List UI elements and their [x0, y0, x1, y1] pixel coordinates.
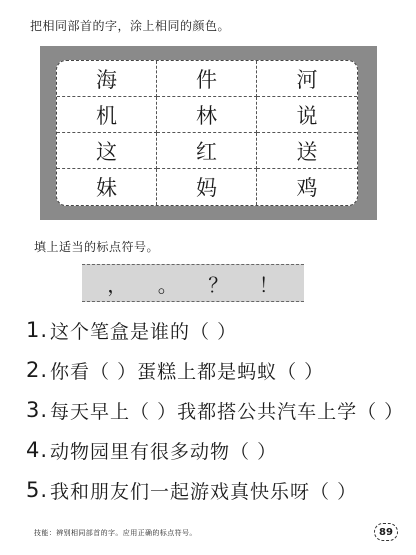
question-number: 2.: [26, 358, 49, 382]
character-grid: [56, 60, 358, 206]
question-item: [26, 390, 405, 430]
skills-footnote: 技能：辨别相同部首的字。应用正确的标点符号。: [34, 529, 197, 537]
character-cell[interactable]: 妹: [57, 169, 157, 205]
character-cell[interactable]: 送: [257, 133, 357, 169]
punctuation-exclamation-mark[interactable]: ！: [258, 272, 279, 297]
question-number: 3.: [26, 398, 49, 422]
page-number: 89: [374, 523, 398, 541]
question-text[interactable]: 这个笔盒是谁的（ ）: [50, 320, 238, 343]
question-number: 1.: [26, 318, 49, 342]
character-cell[interactable]: 海: [57, 61, 157, 97]
question-list: [26, 310, 405, 510]
instruction-fill-punctuation: 填上适当的标点符号。: [34, 240, 160, 254]
character-cell[interactable]: 鸡: [296, 176, 318, 200]
character-cell[interactable]: 机: [57, 97, 157, 133]
question-text[interactable]: 每天早上（ ）我都搭公共汽车上学（ ）: [50, 400, 405, 423]
character-cell[interactable]: 妈: [157, 169, 257, 205]
question-item: [26, 470, 396, 510]
character-cell[interactable]: 林: [157, 97, 257, 133]
character-panel: [40, 46, 377, 220]
character-cell[interactable]: 红: [157, 133, 257, 169]
question-text[interactable]: 动物园里有很多动物（ ）: [50, 440, 278, 463]
character-cell[interactable]: 河: [257, 61, 357, 97]
punctuation-comma[interactable]: ，: [107, 272, 128, 297]
punctuation-question-mark[interactable]: ？: [208, 272, 229, 297]
question-item: [26, 430, 396, 470]
question-number: 5.: [26, 478, 49, 502]
question-text[interactable]: 我和朋友们一起游戏真快乐呀（ ）: [50, 480, 358, 503]
question-text[interactable]: 你看（ ）蛋糕上都是蚂蚁（ ）: [50, 360, 325, 383]
punctuation-period[interactable]: 。: [157, 272, 178, 297]
question-item: [26, 310, 396, 350]
punctuation-bank: [82, 264, 304, 302]
character-cell[interactable]: 件: [157, 61, 257, 97]
question-number: 4.: [26, 438, 49, 462]
character-cell[interactable]: 这: [57, 133, 157, 169]
instruction-match-radicals: 把相同部首的字，涂上相同的颜色。: [30, 19, 231, 33]
character-cell[interactable]: 说: [257, 97, 357, 133]
question-item: [26, 350, 396, 390]
